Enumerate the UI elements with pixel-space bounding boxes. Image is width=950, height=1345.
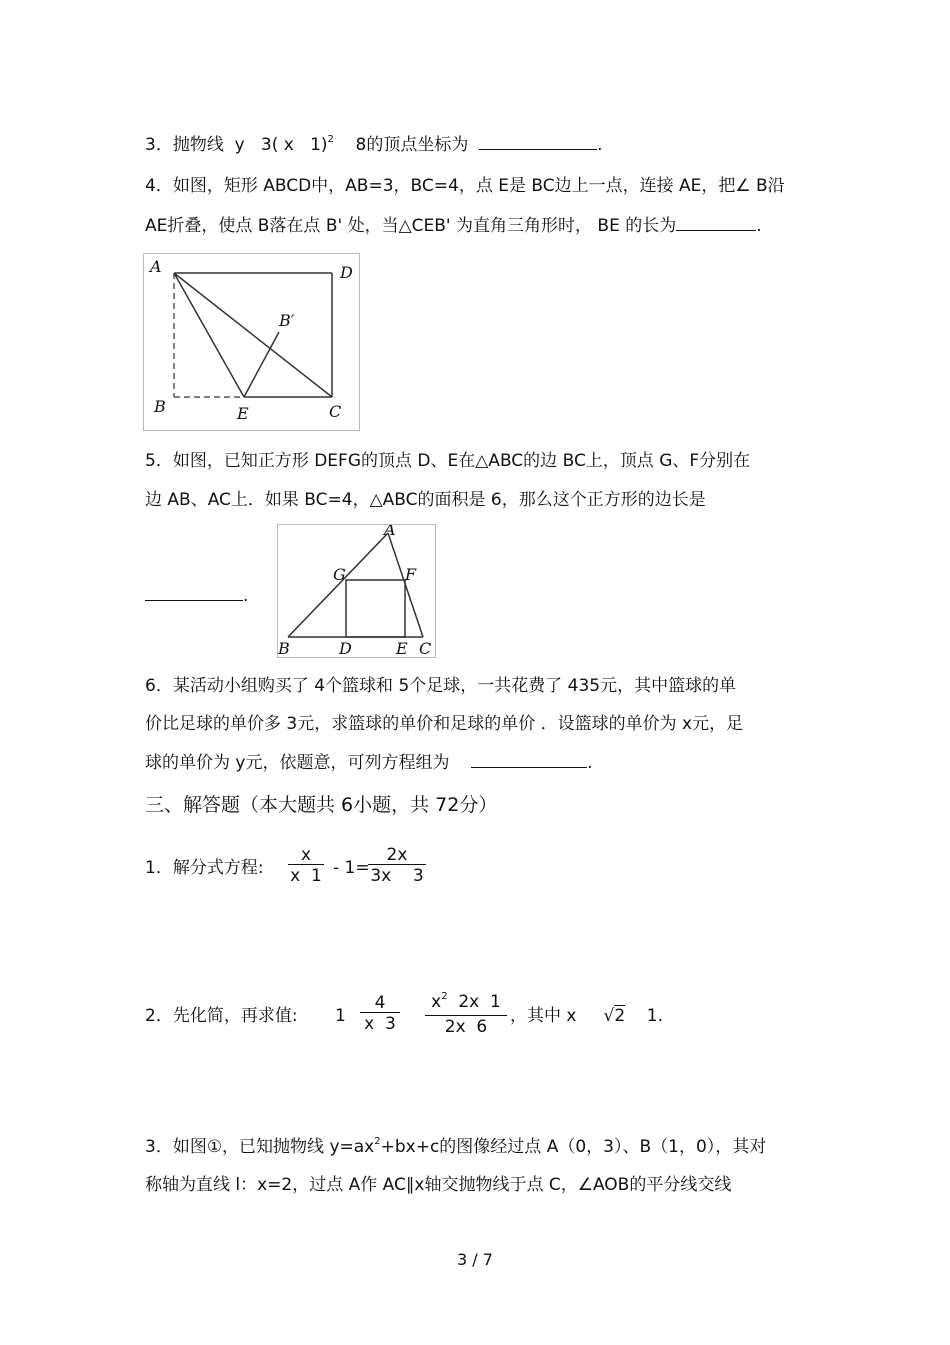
q3-rest: 1): [310, 135, 328, 155]
p1-fraction-2: [368, 846, 426, 887]
q4-line2: [145, 214, 762, 236]
p3-line2: 称轴为直线 l：x=2，过点 A作 AC∥x轴交抛物线于点 C，∠AOB的平分线交线: [145, 1175, 732, 1195]
label-b: B: [278, 639, 290, 657]
p2-label: 2．先化简，再求值:: [145, 1006, 298, 1026]
q3-mid: 3(: [260, 135, 279, 155]
p3-line1-a: 3．如图①，已知抛物线 y=ax: [145, 1137, 375, 1157]
q5-figure: [277, 524, 436, 658]
label-c: C: [329, 402, 342, 421]
p3-line1-b: +bx+c的图像经过点 A（0，3）、B（1，0），其对: [380, 1137, 767, 1157]
p2-den2: 2x 6: [425, 1015, 507, 1038]
label-b-prime: B′: [279, 311, 295, 330]
edge-ba: [288, 533, 388, 637]
p2-tail-text: ，其中 x: [510, 1006, 577, 1026]
q6-answer-blank[interactable]: [471, 751, 587, 768]
edge-ae: [174, 273, 244, 397]
q5-answer-blank[interactable]: [145, 584, 243, 601]
q6-line3: [145, 751, 593, 773]
q3-prefix: 3．抛物线: [145, 135, 224, 155]
sqrt-icon: √: [603, 1006, 615, 1026]
label-e: E: [396, 639, 408, 657]
p2-num2: [425, 992, 507, 1015]
p2-num2-rest: 2x 1: [447, 992, 501, 1012]
p1-num1: x: [300, 845, 312, 865]
q5-line2: 边 AB、AC上．如果 BC=4，△ABC的面积是 6，那么这个正方形的边长是: [145, 490, 706, 510]
q5-figure-svg: [278, 525, 435, 657]
q6-line1: 6．某活动小组购买了 4个篮球和 5个足球，一共花费了 435元，其中篮球的单: [145, 676, 737, 696]
p2-fraction-2: [425, 992, 507, 1038]
p2-num2-exp: 2: [441, 991, 448, 1002]
label-c: C: [419, 639, 432, 657]
q5-line3: [145, 584, 248, 606]
label-f: F: [405, 565, 417, 584]
label-a: A: [384, 525, 396, 539]
p3-line1-exp: 2: [374, 1136, 381, 1147]
p2-tail2: 1.: [646, 1006, 664, 1026]
p3-line1: [145, 1137, 766, 1160]
q3-line: [145, 133, 603, 158]
q3-answer-blank[interactable]: [479, 133, 597, 150]
p2-tail: [510, 1006, 663, 1026]
section3-title: 三、解答题（本大题共 6小题，共 72分）: [145, 794, 498, 816]
label-a: A: [150, 257, 162, 276]
p2-num1: 4: [374, 993, 386, 1013]
p1-den1: x 1: [288, 864, 324, 887]
p1-num2: 2x: [386, 845, 408, 865]
p1-den2: 3x 3: [368, 864, 426, 887]
label-d: D: [340, 263, 353, 282]
p1-mid: - 1=: [333, 858, 370, 878]
q4-figure: [143, 253, 360, 431]
label-d: D: [339, 639, 352, 657]
edge-ac: [174, 273, 332, 397]
p1-label: 1．解分式方程:: [145, 858, 264, 878]
square-defg: [346, 580, 405, 637]
q6-line3-text: 球的单价为 y元，依题意，可列方程组为: [145, 753, 450, 773]
q5-line1: 5．如图，已知正方形 DEFG的顶点 D、E在△ABC的边 BC上，顶点 G、F分别在: [145, 451, 751, 471]
q6-end: .: [587, 753, 593, 773]
p2-den1: x 3: [360, 1012, 400, 1035]
q5-end: .: [243, 586, 249, 606]
q4-line1: 4．如图，矩形 ABCD中，AB=3，BC=4，点 E是 BC边上一点，连接 AE，把∠ B沿: [145, 176, 785, 196]
p2-one: 1: [335, 1006, 346, 1026]
q4-end: .: [756, 216, 762, 236]
p2-num2-x: x: [431, 992, 442, 1012]
label-e: E: [237, 404, 249, 423]
q4-figure-svg: [144, 254, 359, 430]
p2-sqrt-value: 2: [614, 1006, 626, 1026]
page-number: 3 / 7: [457, 1250, 493, 1269]
q3-end: .: [597, 135, 603, 155]
q3-y: y: [234, 135, 245, 155]
q4-answer-blank[interactable]: [676, 214, 756, 231]
q3-exp: 2: [327, 134, 334, 145]
q4-line2-text: AE折叠，使点 B落在点 B' 处，当△CEB' 为直角三角形时， BE 的长为: [145, 216, 677, 236]
p2-fraction-1: [360, 994, 400, 1035]
q3-suffix: 的顶点坐标为: [366, 135, 469, 155]
p1-fraction-1: [288, 846, 324, 887]
label-g: G: [333, 565, 346, 584]
q3-x: x: [283, 135, 294, 155]
label-b: B: [154, 397, 166, 416]
q3-eight: 8: [355, 135, 367, 155]
q6-line2: 价比足球的单价多 3元，求篮球的单价和足球的单价 ．设篮球的单价为 x元，足: [145, 714, 744, 734]
